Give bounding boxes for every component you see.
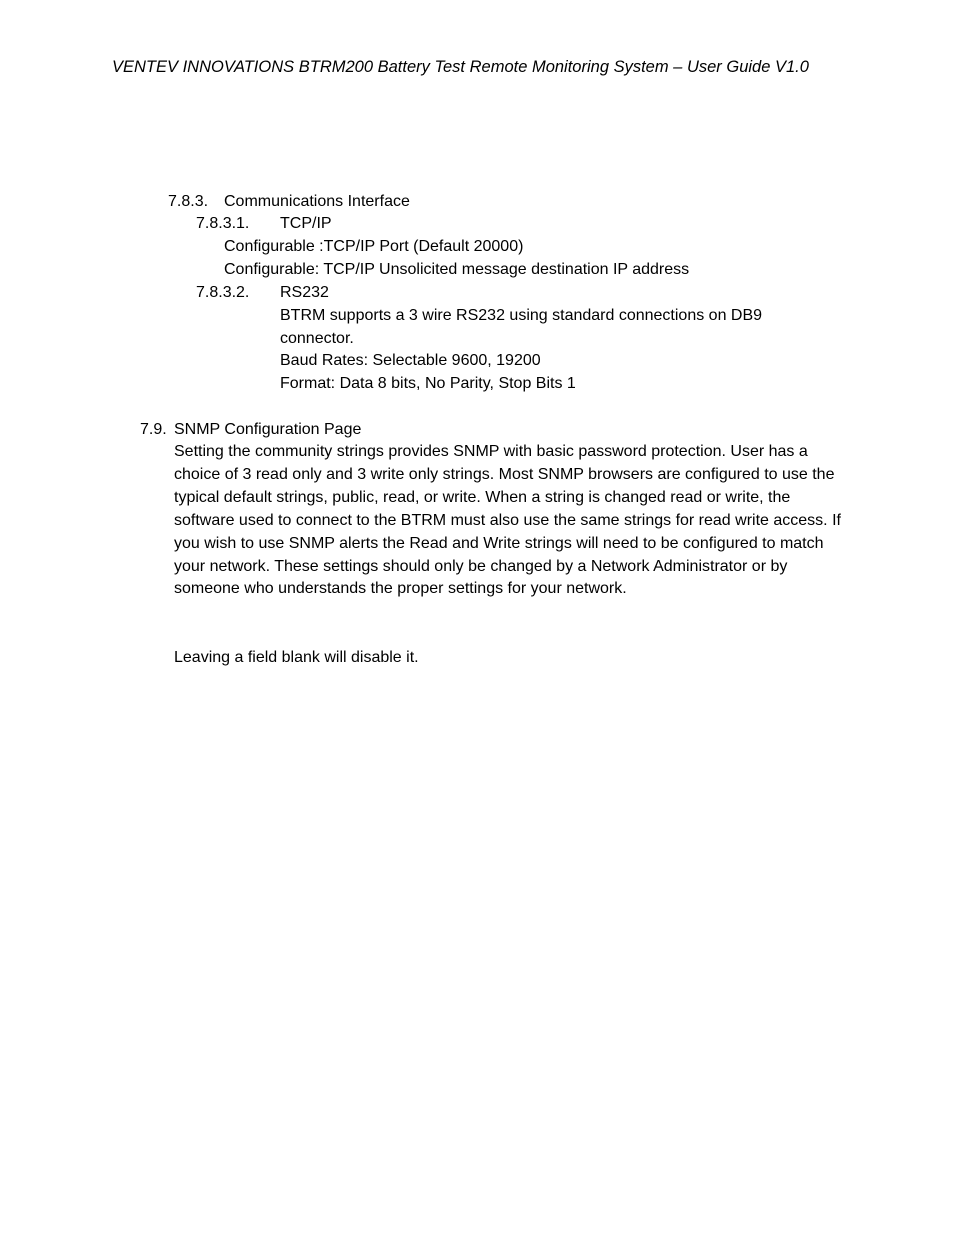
subsection-number: 7.8.3.1. bbox=[196, 215, 250, 232]
body-line: Configurable :TCP/IP Port (Default 20000) bbox=[224, 238, 524, 255]
page-header: VENTEV INNOVATIONS BTRM200 Battery Test Remote Monitoring System – User Guide V1.0 bbox=[112, 58, 809, 76]
section-title: SNMP Configuration Page bbox=[174, 421, 362, 438]
section-number: 7.8.3. bbox=[168, 193, 209, 210]
section-paragraph: Setting the community strings provides SNMP with basic password protection. User has a choice of 3 read only and 3 write only strings. Most SNMP browsers are configured to use the typical default strings, public, read, or write. When a string is changed read or write, the software used to connect to the BTRM must also use the same strings for read write access. If you wish to use SNMP alerts the Read and Write strings will need to be configured to match your network. These settings should only be changed by a Network Administrator or by someone who understands the proper settings for your network. bbox=[174, 443, 841, 598]
body-line: Baud Rates: Selectable 9600, 19200 bbox=[280, 352, 541, 369]
subsection-title: TCP/IP bbox=[280, 215, 332, 232]
section-number: 7.9. bbox=[140, 421, 167, 438]
subsection-number: 7.8.3.2. bbox=[196, 284, 250, 301]
body-line: Configurable: TCP/IP Unsolicited message destination IP address bbox=[224, 261, 690, 278]
subsection-title: RS232 bbox=[280, 284, 329, 301]
body-line: BTRM supports a 3 wire RS232 using standard connections on DB9 bbox=[280, 307, 763, 324]
section-note: Leaving a field blank will disable it. bbox=[174, 649, 419, 666]
body-line: Format: Data 8 bits, No Parity, Stop Bits 1 bbox=[280, 375, 576, 392]
section-title: Communications Interface bbox=[224, 193, 410, 210]
body-line: connector. bbox=[280, 330, 354, 347]
